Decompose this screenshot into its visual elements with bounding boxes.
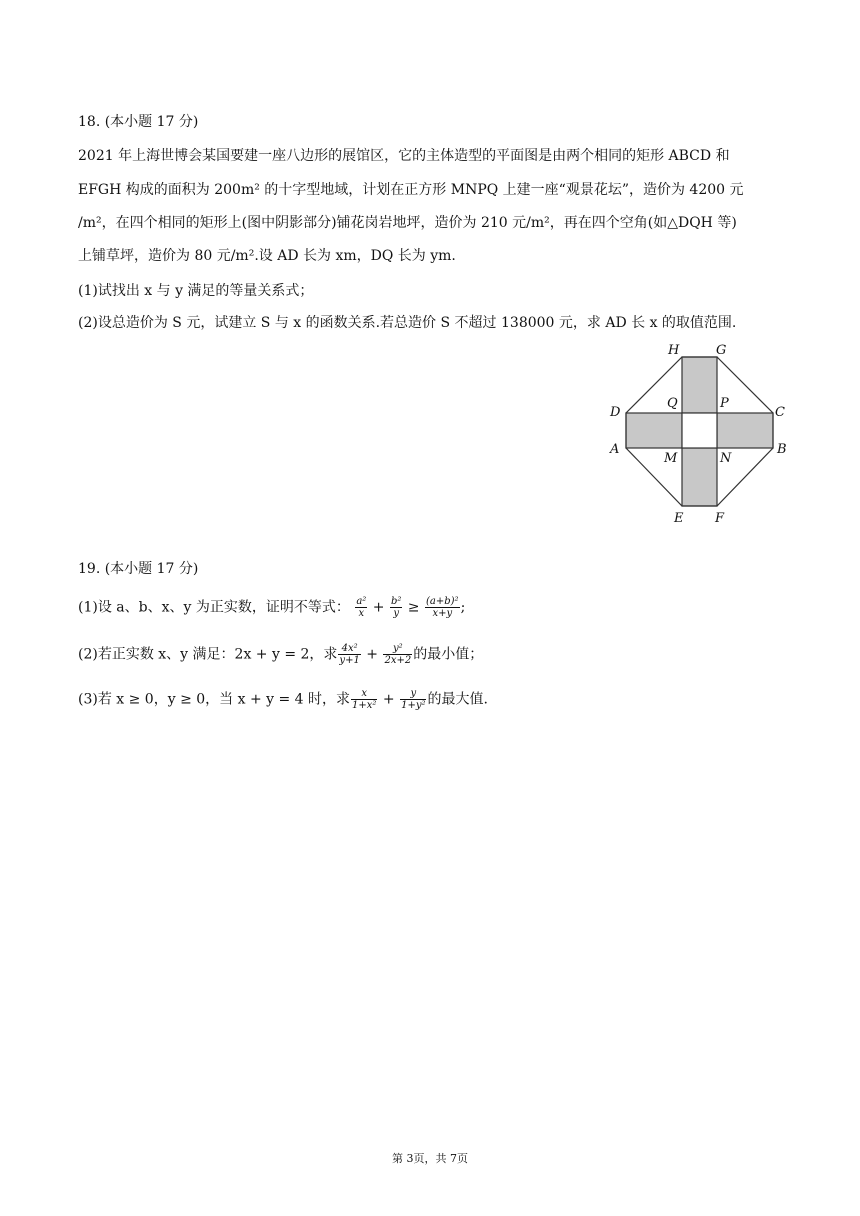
label-a: A <box>610 442 620 457</box>
fraction: $\frac{\text{b²}}{y}$ <box>390 596 402 619</box>
q18-line1: 2021 年上海世博会某国要建一座八边形的展馆区，它的主体造型的平面图是由两个相同的矩形 ABCD 和 <box>78 148 730 164</box>
label-n: N <box>720 451 732 466</box>
label-d: D <box>610 405 621 420</box>
q19-part3: (3)若 x ≥ 0，y ≥ 0，当 x + y = 4 时，求 $\frac{x}{\text{1+x²}}$ + $\frac{y}{\text{1+y²}}$ 的最大值. <box>78 688 488 711</box>
shaded-rectangles <box>626 357 773 506</box>
label-f: F <box>715 511 725 526</box>
label-p: P <box>720 396 729 411</box>
square-mnpq <box>682 413 717 448</box>
fraction: $\frac{\text{a²}}{x}$ <box>356 596 367 619</box>
fraction: $\frac{\text{4x²}}{y+1}$ <box>339 643 360 666</box>
q19-part3-text: (3)若 x ≥ 0，y ≥ 0，当 x + y = 4 时，求 <box>78 691 351 708</box>
fraction: $\frac{y}{\text{1+y²}}$ <box>401 688 426 711</box>
q19-part2: (2)若正实数 x、y 满足：2x + y = 2，求 $\frac{\text{4x²}}{y+1}$ + $\frac{\text{y²}}{2x+2}$ 的最小值； <box>78 643 484 666</box>
q18-header: 18. (本小题 17 分) <box>78 114 199 130</box>
q18-line2: EFGH 构成的面积为 200m² 的十字型地域，计划在正方形 MNPQ 上建一座“观景花坛”，造价为 4200 元 <box>78 182 744 198</box>
q19-part2-text: (2)若正实数 x、y 满足：2x + y = 2，求 <box>78 646 338 663</box>
q19-part3-suffix: 的最大值. <box>427 691 488 708</box>
label-b: B <box>777 442 787 457</box>
q18-part1: (1)试找出 x 与 y 满足的等量关系式； <box>78 283 314 299</box>
shaded-top <box>682 357 717 413</box>
q19-part1: (1)设 a、b、x、y 为正实数，证明不等式： $\frac{\text{a²}}{x}$ + $\frac{\text{b²}}{y}$ ≥ $\frac{\text{(a+b)²}}{x+y}$ ; <box>78 596 466 619</box>
label-c: C <box>775 405 785 420</box>
label-m: M <box>664 451 678 466</box>
shaded-left <box>626 413 682 448</box>
q18-line4: 上铺草坪，造价为 80 元/m².设 AD 长为 xm，DQ 长为 ym. <box>78 248 456 264</box>
q19-part2-suffix: 的最小值； <box>413 646 484 663</box>
q18-line3: /m²，在四个相同的矩形上(图中阴影部分)铺花岗岩地坪，造价为 210 元/m²，再在四个空角(如△DQH 等) <box>78 215 737 231</box>
shaded-right <box>717 413 773 448</box>
q19-part1-text: (1)设 a、b、x、y 为正实数，证明不等式： <box>78 599 350 616</box>
shaded-bottom <box>682 448 717 506</box>
q19-header: 19. (本小题 17 分) <box>78 561 199 577</box>
label-h: H <box>668 343 680 358</box>
q18-part2: (2)设总造价为 S 元，试建立 S 与 x 的函数关系.若总造价 S 不超过 138000 元，求 AD 长 x 的取值范围. <box>78 315 737 331</box>
fraction: $\frac{\text{y²}}{2x+2}$ <box>384 643 412 666</box>
label-q: Q <box>667 396 678 411</box>
fraction: $\frac{\text{(a+b)²}}{x+y}$ <box>426 596 459 619</box>
fraction: $\frac{x}{\text{1+x²}}$ <box>352 688 377 711</box>
label-g: G <box>716 343 727 358</box>
page-footer: 第 3页，共 7页 <box>392 1152 468 1165</box>
label-e: E <box>674 511 684 526</box>
octagon-cross-figure <box>604 340 794 530</box>
